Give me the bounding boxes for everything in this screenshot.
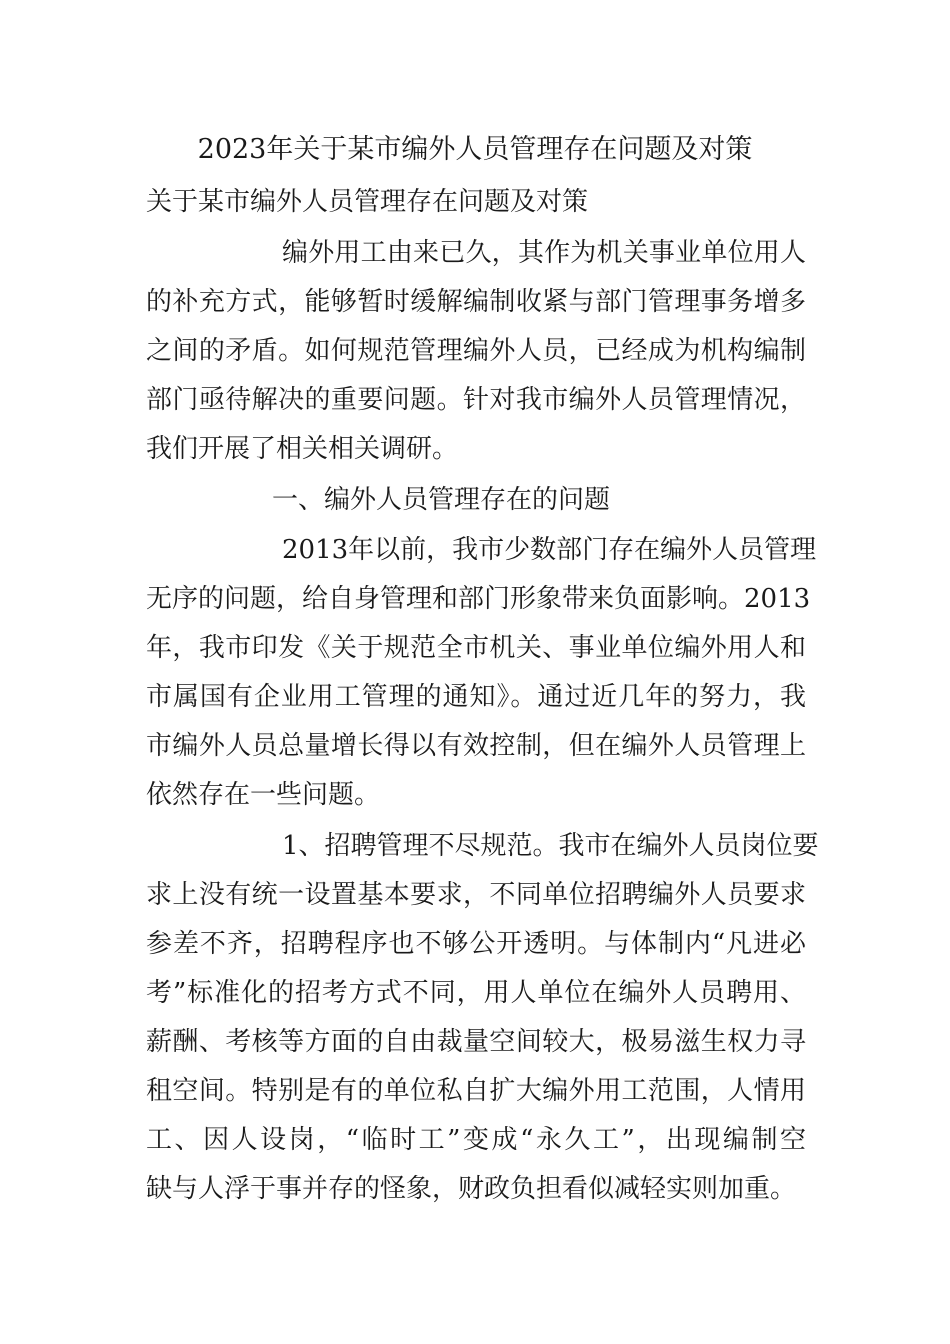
paragraph-line: 工、因人设岗，“临时工”变成“永久工”，出现编制空 — [146, 1125, 806, 1155]
paragraph-line: 之间的矛盾。如何规范管理编外人员，已经成为机构编制 — [146, 336, 806, 366]
document-subtitle: 关于某市编外人员管理存在问题及对策 — [146, 187, 589, 217]
paragraph-line: 薪酬、考核等方面的自由裁量空间较大，极易滋生权力寻 — [146, 1027, 806, 1057]
paragraph-line: 年，我市印发《关于规范全市机关、事业单位编外用人和 — [146, 633, 806, 663]
section-heading: 一、编外人员管理存在的问题 — [272, 485, 611, 515]
paragraph-line: 考”标准化的招考方式不同，用人单位在编外人员聘用、 — [146, 978, 806, 1008]
paragraph-line: 2013年以前，我市少数部门存在编外人员管理 — [282, 535, 817, 565]
document-title: 2023年关于某市编外人员管理存在问题及对策 — [197, 134, 753, 165]
paragraph-line: 参差不齐，招聘程序也不够公开透明。与体制内“凡进必 — [146, 929, 806, 959]
paragraph-line: 编外用工由来已久，其作为机关事业单位用人 — [282, 238, 806, 268]
paragraph-line: 部门亟待解决的重要问题。针对我市编外人员管理情况， — [146, 385, 806, 415]
paragraph-line: 租空间。特别是有的单位私自扩大编外用工范围，人情用 — [146, 1076, 806, 1106]
paragraph-line: 的补充方式，能够暂时缓解编制收紧与部门管理事务增多 — [146, 287, 806, 317]
paragraph-line: 我们开展了相关相关调研。 — [146, 434, 459, 464]
paragraph-line: 无序的问题，给自身管理和部门形象带来负面影响。2013 — [146, 584, 811, 614]
paragraph-line: 求上没有统一设置基本要求，不同单位招聘编外人员要求 — [146, 880, 806, 910]
paragraph-line: 依然存在一些问题。 — [146, 780, 381, 810]
paragraph-line: 缺与人浮于事并存的怪象，财政负担看似减轻实则加重。 — [146, 1174, 797, 1204]
paragraph-line: 市属国有企业用工管理的通知》。通过近几年的努力，我 — [146, 682, 806, 712]
paragraph-line: 1、招聘管理不尽规范。我市在编外人员岗位要 — [282, 831, 819, 861]
paragraph-line: 市编外人员总量增长得以有效控制，但在编外人员管理上 — [146, 731, 806, 761]
